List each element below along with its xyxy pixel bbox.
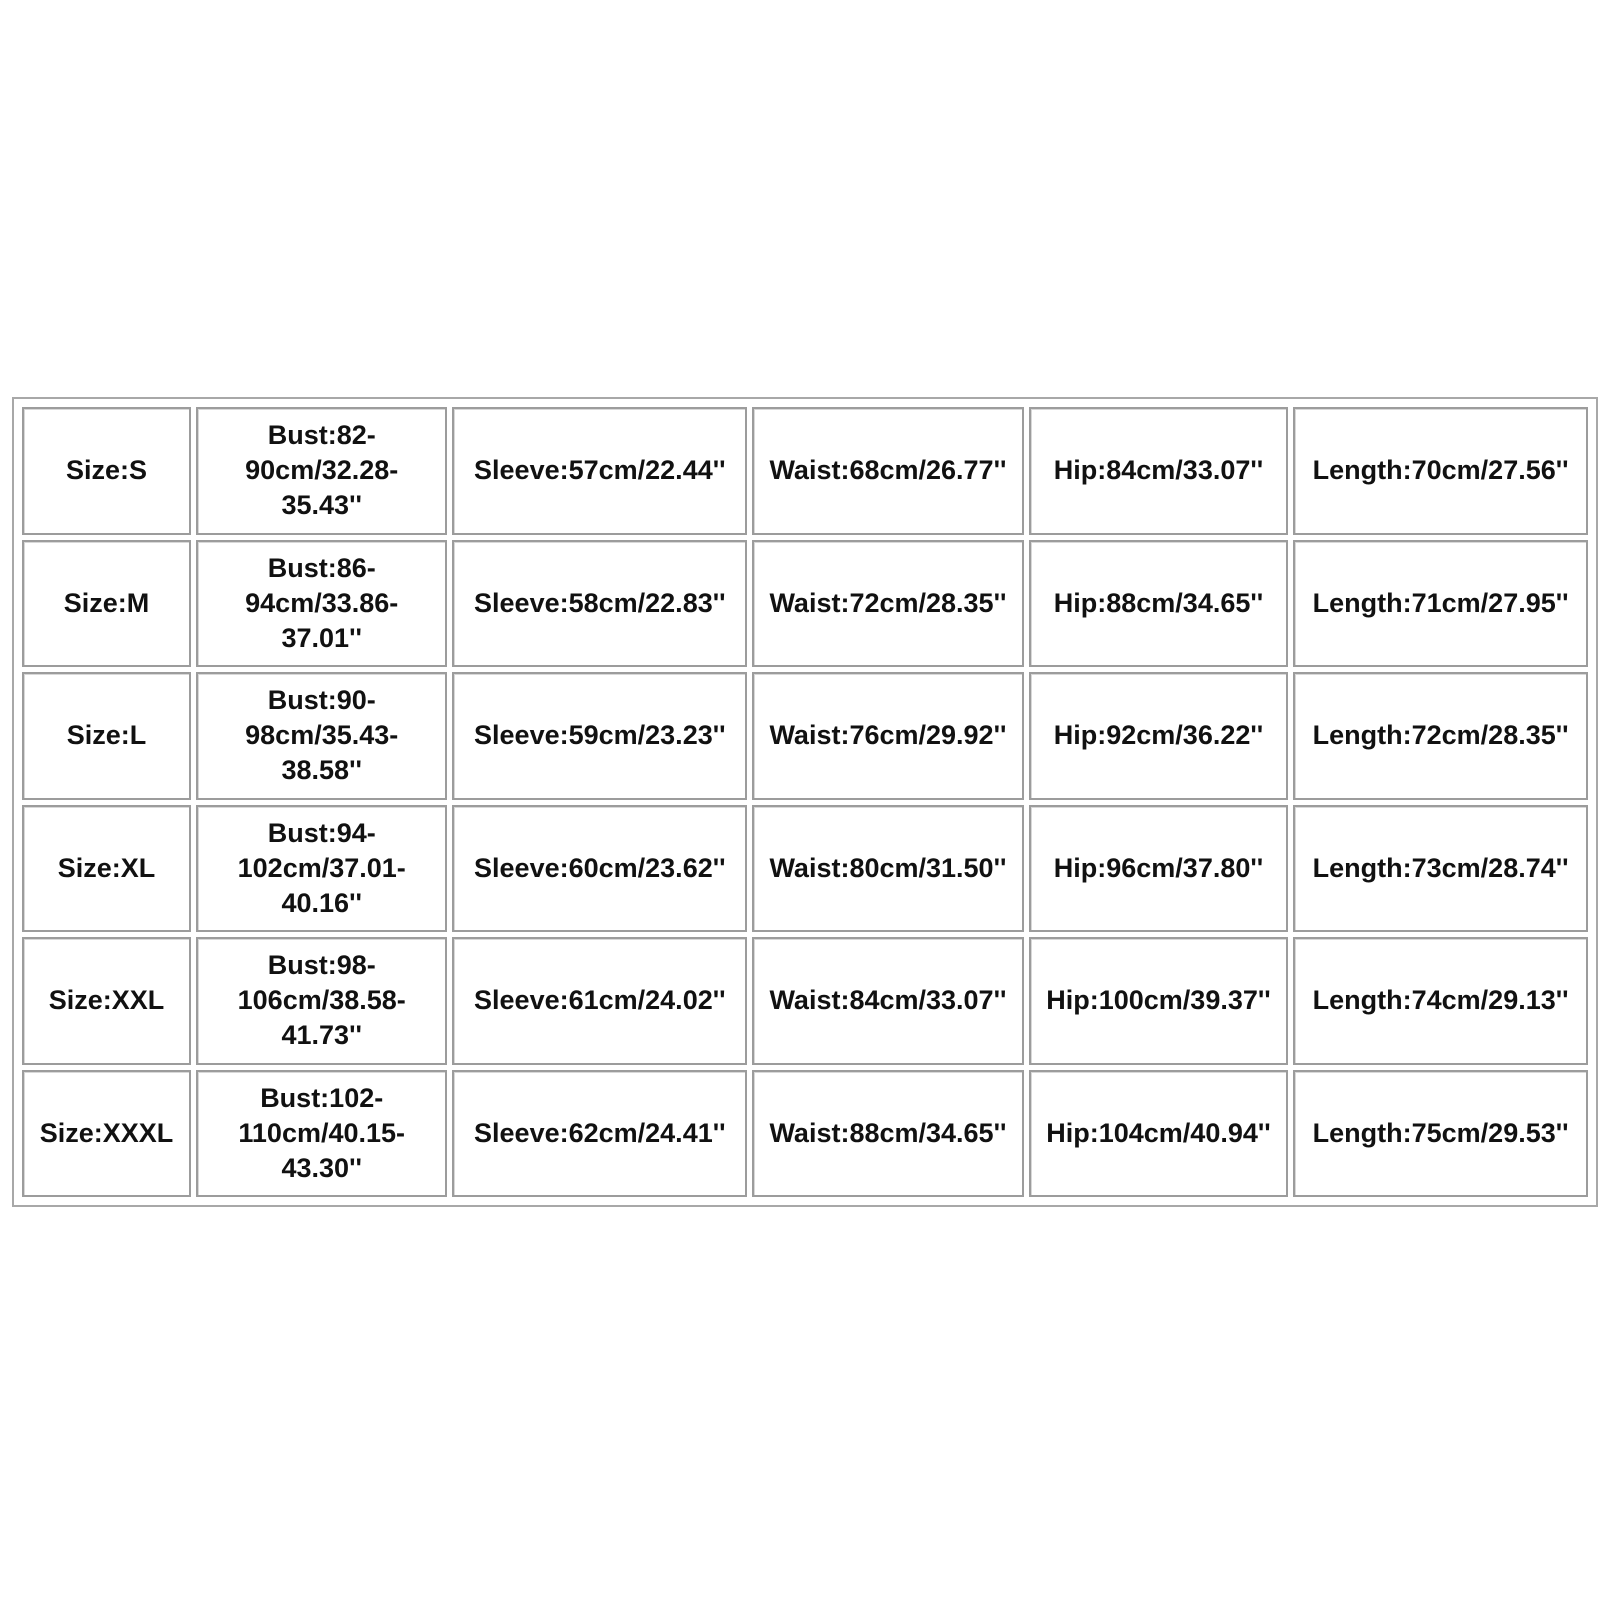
- hip-cell: Hip:100cm/39.37'': [1029, 937, 1289, 1065]
- sleeve-cell: Sleeve:57cm/22.44'': [452, 407, 747, 535]
- sleeve-cell: Sleeve:60cm/23.62'': [452, 805, 747, 933]
- table-row: [22, 805, 1588, 933]
- waist-cell: Waist:76cm/29.92'': [752, 672, 1024, 800]
- size-chart-table: [17, 402, 1593, 1202]
- table-row: [22, 1070, 1588, 1198]
- bust-cell: Bust:102- 110cm/40.15- 43.30'': [196, 1070, 447, 1198]
- hip-cell: Hip:88cm/34.65'': [1029, 540, 1289, 668]
- length-cell: Length:75cm/29.53'': [1293, 1070, 1588, 1198]
- length-cell: Length:71cm/27.95'': [1293, 540, 1588, 668]
- size-cell: Size:M: [22, 540, 191, 668]
- sleeve-cell: Sleeve:62cm/24.41'': [452, 1070, 747, 1198]
- sleeve-cell: Sleeve:61cm/24.02'': [452, 937, 747, 1065]
- table-row: [22, 937, 1588, 1065]
- length-cell: Length:73cm/28.74'': [1293, 805, 1588, 933]
- sleeve-cell: Sleeve:59cm/23.23'': [452, 672, 747, 800]
- bust-cell: Bust:98- 106cm/38.58- 41.73'': [196, 937, 447, 1065]
- length-cell: Length:74cm/29.13'': [1293, 937, 1588, 1065]
- hip-cell: Hip:104cm/40.94'': [1029, 1070, 1289, 1198]
- sleeve-cell: Sleeve:58cm/22.83'': [452, 540, 747, 668]
- hip-cell: Hip:84cm/33.07'': [1029, 407, 1289, 535]
- size-cell: Size:XL: [22, 805, 191, 933]
- size-cell: Size:XXL: [22, 937, 191, 1065]
- waist-cell: Waist:84cm/33.07'': [752, 937, 1024, 1065]
- size-cell: Size:S: [22, 407, 191, 535]
- waist-cell: Waist:72cm/28.35'': [752, 540, 1024, 668]
- waist-cell: Waist:88cm/34.65'': [752, 1070, 1024, 1198]
- table-row: [22, 540, 1588, 668]
- size-cell: Size:XXXL: [22, 1070, 191, 1198]
- length-cell: Length:72cm/28.35'': [1293, 672, 1588, 800]
- table-row: [22, 407, 1588, 535]
- table-row: [22, 672, 1588, 800]
- waist-cell: Waist:80cm/31.50'': [752, 805, 1024, 933]
- size-cell: Size:L: [22, 672, 191, 800]
- hip-cell: Hip:96cm/37.80'': [1029, 805, 1289, 933]
- bust-cell: Bust:90- 98cm/35.43- 38.58'': [196, 672, 447, 800]
- bust-cell: Bust:86- 94cm/33.86- 37.01'': [196, 540, 447, 668]
- bust-cell: Bust:82- 90cm/32.28- 35.43'': [196, 407, 447, 535]
- waist-cell: Waist:68cm/26.77'': [752, 407, 1024, 535]
- hip-cell: Hip:92cm/36.22'': [1029, 672, 1289, 800]
- bust-cell: Bust:94- 102cm/37.01- 40.16'': [196, 805, 447, 933]
- length-cell: Length:70cm/27.56'': [1293, 407, 1588, 535]
- size-chart: [12, 397, 1598, 1207]
